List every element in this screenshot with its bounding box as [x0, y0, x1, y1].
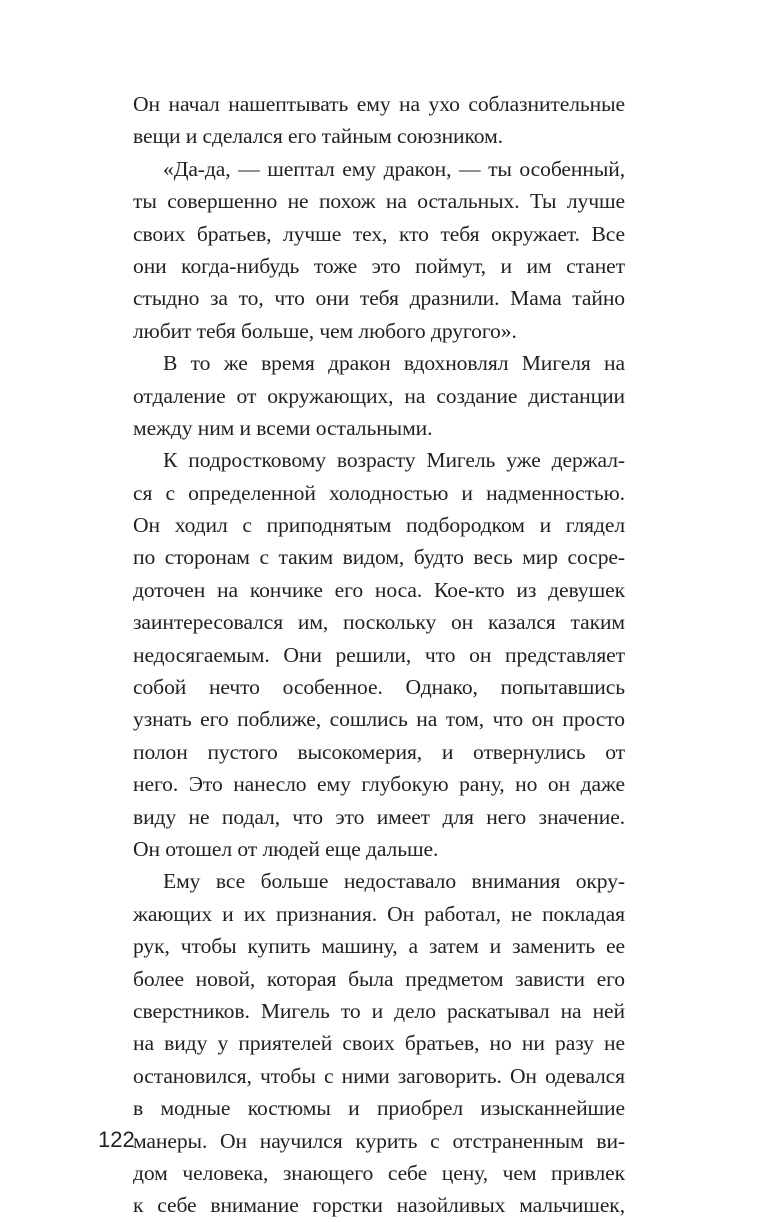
text-line: более новой, которая была предметом зависти его — [133, 966, 625, 991]
text-line: жающих и их признания. Он работал, не покладая — [133, 901, 625, 926]
text-line: него. Это нанесло ему глубокую рану, но он даже — [133, 772, 625, 797]
text-line: В то же время дракон вдохновлял Мигеля на — [163, 351, 625, 376]
text-line: «Да-да, — шептал ему дракон, — ты особенный, — [163, 156, 625, 181]
text-line: К подростковому возрасту Мигель уже держал- — [163, 448, 625, 473]
text-line: отдаление от окружающих, на создание дистанции — [133, 383, 625, 408]
text-line: между ним и всеми остальными. — [133, 415, 433, 440]
text-line: виду не подал, что это имеет для него значение. — [133, 804, 625, 829]
text-line: на виду у приятелей своих братьев, но ни разу не — [133, 1031, 625, 1056]
text-line: доточен на кончике его носа. Кое-кто из девушек — [133, 577, 625, 602]
page-number: 122 — [98, 1127, 135, 1152]
text-line: к себе внимание горстки назойливых мальчишек, — [133, 1193, 625, 1218]
text-line: ты совершенно не похож на остальных. Ты лучше — [133, 189, 625, 214]
text-line: стыдно за то, что они тебя дразнили. Мама тайно — [133, 286, 625, 311]
text-line: по сторонам с таким видом, будто весь мир сосре- — [133, 545, 625, 570]
text-line: заинтересовался им, поскольку он казался таким — [133, 610, 625, 635]
text-line: своих братьев, лучше тех, кто тебя окружает. Все — [133, 221, 625, 246]
body-text — [133, 88, 625, 1222]
text-line: дом человека, знающего себе цену, чем привлек — [133, 1160, 625, 1185]
text-line: Он отошел от людей еще дальше. — [133, 836, 439, 861]
text-line: ся с определенной холодностью и надменностью. — [133, 480, 625, 505]
text-line: Ему все больше недоставало внимания окру- — [163, 869, 625, 894]
text-line: Он ходил с приподнятым подбородком и глядел — [133, 513, 625, 538]
text-line: сверстников. Мигель то и дело раскатывал на ней — [133, 998, 625, 1023]
text-line: любит тебя больше, чем любого другого». — [133, 318, 517, 343]
text-line: остановился, чтобы с ними заговорить. Он одевался — [133, 1063, 625, 1088]
text-line: они когда-нибудь тоже это поймут, и им станет — [133, 253, 625, 278]
text-line: вещи и сделался его тайным союзником. — [133, 124, 503, 149]
text-line: полон пустого высокомерия, и отвернулись от — [133, 739, 625, 764]
text-line: собой нечто особенное. Однако, попытавшись — [133, 675, 625, 700]
text-line: рук, чтобы купить машину, а затем и заменить ее — [133, 934, 625, 959]
text-line: в модные костюмы и приобрел изысканнейшие — [133, 1096, 625, 1121]
text-line: манеры. Он научился курить с отстраненным ви- — [133, 1128, 625, 1153]
text-line: недосягаемым. Они решили, что он представляет — [133, 642, 625, 667]
text-line: узнать его поближе, сошлись на том, что он просто — [133, 707, 625, 732]
text-line: Он начал нашептывать ему на ухо соблазнительные — [133, 92, 625, 116]
